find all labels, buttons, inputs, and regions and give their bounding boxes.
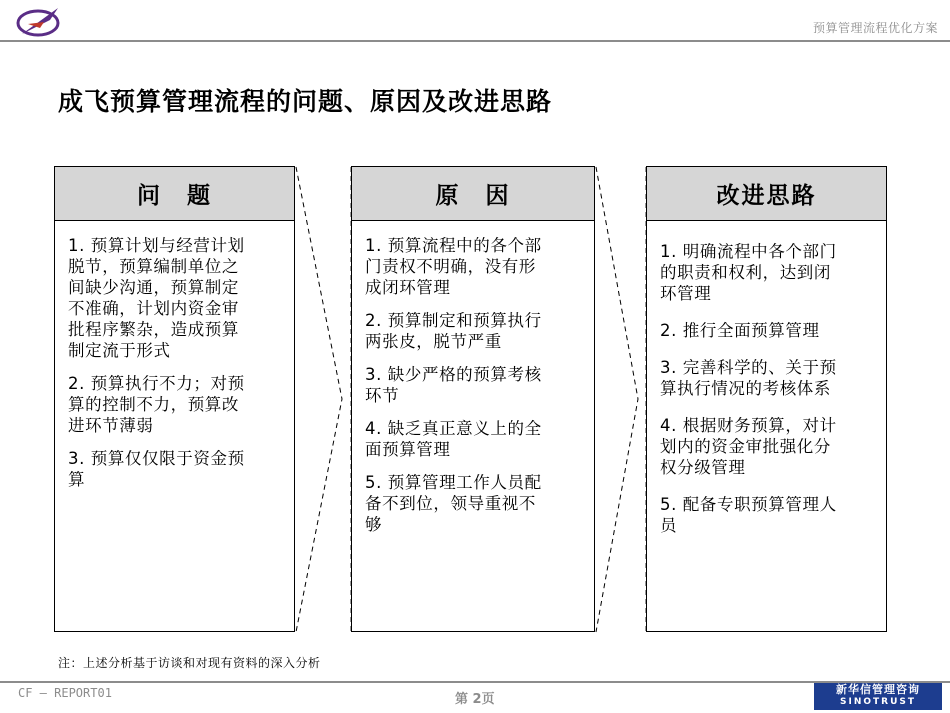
reason-item-2: 2. 预算制定和预算执行 两张皮，脱节严重 [365, 311, 542, 351]
header-divider [0, 40, 950, 42]
page-number: 第 2页 [455, 692, 495, 707]
page-title: 成飞预算管理流程的问题、原因及改进思路 [58, 87, 553, 116]
improvement-column [646, 166, 887, 632]
brand-name-cn: 新华信管理咨询 [836, 683, 920, 696]
arrow-connector-2 [594, 166, 647, 633]
improvement-item-1: 1. 明确流程中各个部门 的职责和权利，达到闭 环管理 [660, 242, 837, 303]
problem-column [54, 166, 295, 632]
problem-item-2: 2. 预算执行不力；对预 算的控制不力，预算改 进环节薄弱 [68, 374, 245, 435]
reason-item-1: 1. 预算流程中的各个部 门责权不明确，没有形 成闭环管理 [365, 236, 542, 297]
arrow-connector-1 [294, 166, 352, 633]
report-code: CF — REPORT01 [18, 686, 112, 700]
improvement-item-2: 2. 推行全面预算管理 [660, 321, 820, 340]
improvement-item-4: 4. 根据财务预算，对计 划内的资金审批强化分 权分级管理 [660, 416, 837, 477]
brand-name-en: SINOTRUST [839, 697, 916, 707]
problem-item-1: 1. 预算计划与经营计划 脱节，预算编制单位之 间缺少沟通，预算制定 不准确，计划内资金审 批程序繁杂，造成预算 制定流于形式 [68, 236, 245, 360]
brand-logo [814, 683, 942, 710]
reason-column [351, 166, 595, 632]
reason-item-3: 3. 缺少严格的预算考核 环节 [365, 365, 542, 405]
document-title: 预算管理流程优化方案 [812, 21, 938, 35]
footnote: 注：上述分析基于访谈和对现有资料的深入分析 [58, 656, 321, 670]
footer-divider [0, 681, 950, 683]
improvement-item-3: 3. 完善科学的、关于预 算执行情况的考核体系 [660, 358, 837, 398]
problem-item-3: 3. 预算仅仅限于资金预 算 [68, 449, 245, 489]
problem-heading: 问 题 [55, 167, 294, 221]
improvement-item-5: 5. 配备专职预算管理人 员 [660, 495, 837, 535]
reason-heading: 原 因 [352, 167, 594, 221]
improvement-heading: 改进思路 [647, 167, 886, 221]
reason-item-5: 5. 预算管理工作人员配 备不到位，领导重视不 够 [365, 473, 542, 534]
company-logo [14, 4, 66, 40]
reason-item-4: 4. 缺乏真正意义上的全 面预算管理 [365, 419, 542, 459]
